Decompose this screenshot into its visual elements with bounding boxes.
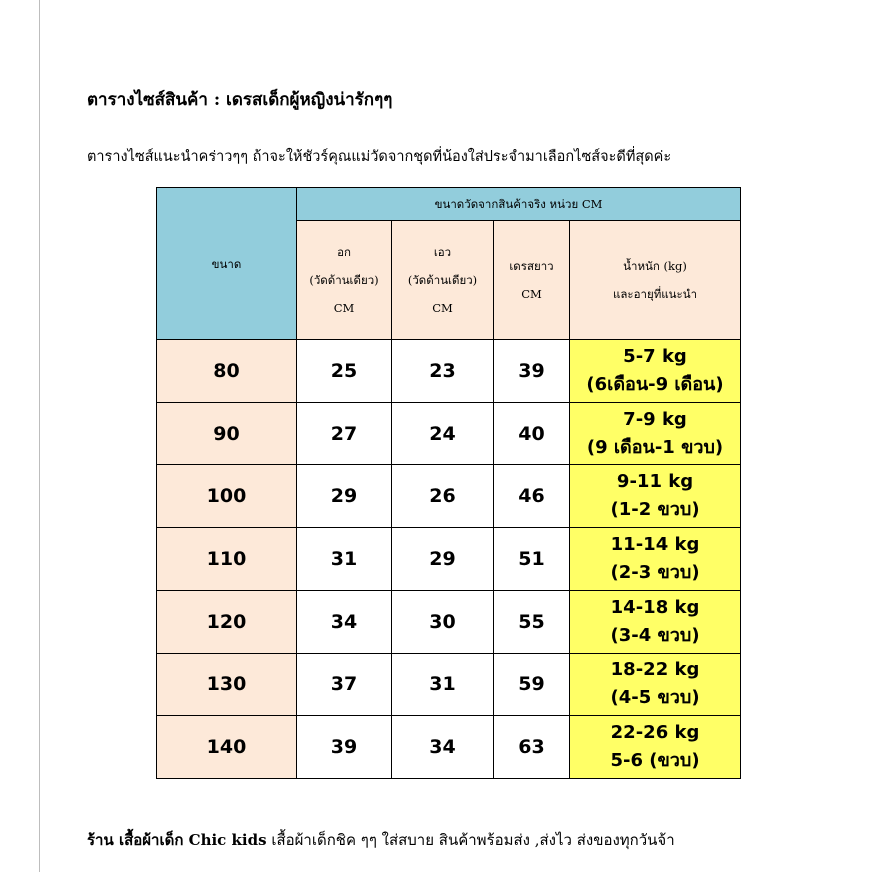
age-range: (1-2 ขวบ) — [610, 499, 700, 521]
weight-cell — [570, 465, 741, 528]
table-row — [157, 716, 741, 779]
waist-cell: 31 — [392, 653, 494, 716]
chest-cell: 37 — [297, 653, 392, 716]
weight-cell — [570, 590, 741, 653]
weight-range: 9-11 kg — [616, 471, 694, 493]
length-cell: 55 — [494, 590, 570, 653]
size-cell: 120 — [157, 590, 297, 653]
chest-header-note: (วัดด้านเดียว) — [309, 273, 379, 287]
table-row — [157, 340, 741, 403]
size-cell: 80 — [157, 340, 297, 403]
waist-header-note: (วัดด้านเดียว) — [407, 273, 478, 287]
chest-cell: 29 — [297, 465, 392, 528]
age-range: (9 เดือน-1 ขวบ) — [586, 436, 724, 458]
shop-name: ร้าน เสื้อผ้าเด็ก Chic kids — [87, 831, 267, 849]
waist-header-unit: CM — [432, 301, 453, 315]
shop-footer — [87, 828, 675, 852]
chest-header-unit: CM — [333, 301, 355, 315]
shop-tagline: เสื้อผ้าเด็กชิค ๆๆ ใส่สบาย สินค้าพร้อมส่ง ,ส่งไว ส่งของทุกวันจ้า — [266, 831, 675, 849]
size-cell: 140 — [157, 716, 297, 779]
waist-column-header — [392, 221, 494, 340]
size-note: ตารางไซส์แนะนำคร่าวๆๆ ถ้าจะให้ชัวร์คุณแม่วัดจากชุดที่น้องใส่ประจำมาเลือกไซส์จะดีที่สุดค่ะ — [87, 149, 672, 165]
chest-column-header — [297, 221, 392, 340]
size-cell: 110 — [157, 528, 297, 591]
chest-cell: 25 — [297, 340, 392, 403]
waist-cell: 34 — [392, 716, 494, 779]
table-row — [157, 653, 741, 716]
length-column-header — [494, 221, 570, 340]
length-cell: 46 — [494, 465, 570, 528]
length-cell: 40 — [494, 402, 570, 465]
size-column-header: ขนาด — [157, 188, 297, 340]
length-cell: 59 — [494, 653, 570, 716]
page-title: ตารางไซส์สินค้า : เดรสเด็กผู้หญิงน่ารักๆๆ — [87, 90, 393, 110]
waist-cell: 30 — [392, 590, 494, 653]
weight-cell — [570, 653, 741, 716]
weight-cell — [570, 402, 741, 465]
length-cell: 51 — [494, 528, 570, 591]
length-cell: 63 — [494, 716, 570, 779]
weight-range: 7-9 kg — [623, 408, 687, 430]
page-left-border — [39, 0, 40, 872]
weight-range: 14-18 kg — [610, 596, 700, 618]
waist-header-label: เอว — [433, 245, 452, 259]
measurement-group-header: ขนาดวัดจากสินค้าจริง หน่วย CM — [297, 188, 741, 221]
chest-cell: 39 — [297, 716, 392, 779]
table-row — [157, 528, 741, 591]
weight-range: 18-22 kg — [610, 659, 700, 681]
waist-cell: 26 — [392, 465, 494, 528]
weight-header-note: และอายุที่แนะนำ — [612, 287, 698, 301]
waist-cell: 24 — [392, 402, 494, 465]
length-header-label: เดรสยาว — [509, 259, 554, 273]
size-cell: 90 — [157, 402, 297, 465]
chest-cell: 27 — [297, 402, 392, 465]
age-range: (6เดือน-9 เดือน) — [586, 373, 724, 395]
table-row — [157, 402, 741, 465]
size-cell: 130 — [157, 653, 297, 716]
weight-cell — [570, 716, 741, 779]
table-row — [157, 590, 741, 653]
age-range: (2-3 ขวบ) — [610, 561, 700, 583]
age-range: (4-5 ขวบ) — [610, 687, 700, 709]
length-header-unit: CM — [521, 287, 542, 301]
weight-range: 5-7 kg — [623, 345, 687, 367]
size-chart-table — [156, 187, 741, 779]
weight-cell — [570, 528, 741, 591]
weight-cell — [570, 340, 741, 403]
weight-column-header — [570, 221, 741, 340]
age-range: (3-4 ขวบ) — [610, 624, 700, 646]
length-cell: 39 — [494, 340, 570, 403]
weight-range: 22-26 kg — [610, 722, 700, 744]
table-row — [157, 465, 741, 528]
chest-cell: 31 — [297, 528, 392, 591]
size-cell: 100 — [157, 465, 297, 528]
chest-header-label: อก — [337, 245, 351, 259]
waist-cell: 29 — [392, 528, 494, 591]
waist-cell: 23 — [392, 340, 494, 403]
age-range: 5-6 (ขวบ) — [610, 750, 700, 772]
chest-cell: 34 — [297, 590, 392, 653]
weight-range: 11-14 kg — [610, 533, 700, 555]
weight-header-label: น้ำหนัก (kg) — [623, 259, 687, 273]
table-header-row — [157, 188, 741, 221]
